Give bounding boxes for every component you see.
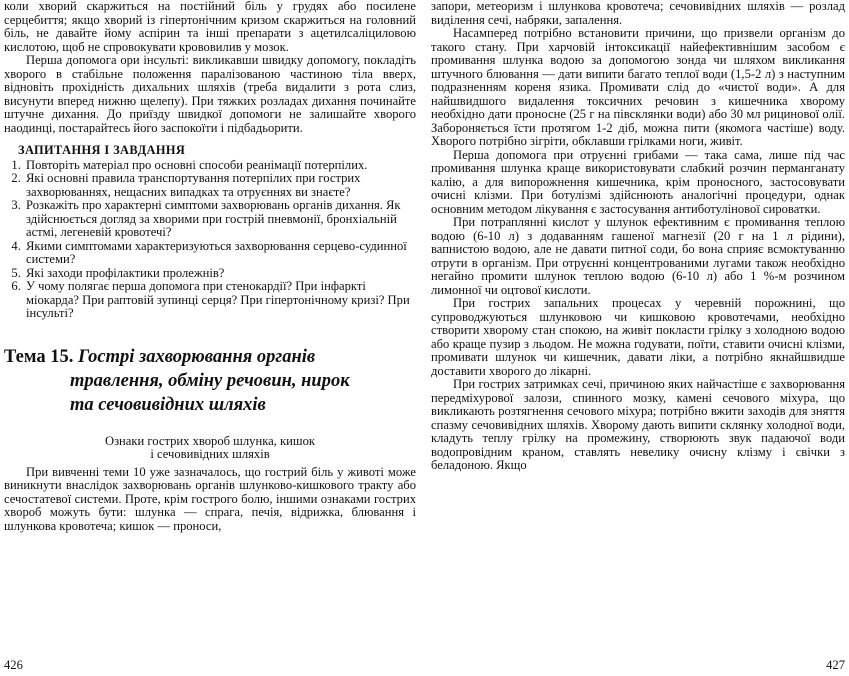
food-poisoning-paragraph: Насамперед потрібно встановити причини, що призвели організм до такого стану. При харчовій інтоксикації найефективнішим засобом є промивання шлунка водою за допомогою зонда чи шляхом викликання штучного блювання — дати випити багато теплої води (1,5-2 л) з наступним подразненням кореня язика. Промивати слід до «чистої води». А для найшвидшого видалення токсичних речовин з кишечника хворому необхідно дати проносне (25 г на півсклянки води) або 30 мл рицинової олії. Забороняється їсти протягом 1-2 діб, можна пити (якомога частіше) воду. Хворого потрібно зігріти, обклавши грілками ноги, живіт. <box>431 26 845 148</box>
page-number-right: 427 <box>826 657 845 672</box>
mushroom-poisoning-paragraph: Перша допомога при отруєнні грибами — така сама, лише під час промивання шлунка краще використовувати слабкий розчин перманганату калію, а для випорожнення кишечника, крім проносного, застосовувати очисні клізми. При ботулізмі здійснюють аналогічні процедури, однак основним методом лікування є застосування антиботулінової сироватки. <box>431 147 845 216</box>
acid-poisoning-paragraph: При потраплянні кислот у шлунок ефективним є промивання теплою водою (6-10 л) з додаванням гашеної магнезії (20 г на 1 л рідини), вапнистою водою, але не давати питної соди, бо вона сприяє всмоктуванню отрути в організм. При отруєнні концентрованими лугами також необхідно негайно промити шлунок теплою водою (6-10 л) або 1 %-м розчином лимонної чи оцтової кислоти. <box>431 215 845 297</box>
subheading-line-1: Ознаки гострих хвороб шлунка, кишок <box>104 433 315 448</box>
question-item: 2. Які основні правила транспортування потерпілих при гострих захворюваннях, нещасних випадках та отруєннях ви знаєте? <box>24 172 416 199</box>
question-item: 6. У чому полягає перша допомога при стенокардії? При інфаркті міокарда? При раптовій зупинці серця? При гіпертонічному кризі? При інсульті? <box>24 280 416 321</box>
subheading-line-2: і сечовивідних шляхів <box>150 447 270 461</box>
topic-title-line-3: та сечовивідних шляхів <box>70 394 266 415</box>
page-number-left: 426 <box>4 657 23 672</box>
abdominal-inflammation-paragraph: При гострих запальних процесах у черевній порожнині, що супроводжуються шлунковою чи кишковою кровотечами, необхідно створити хворому стан спокою, на живіт покласти грілку з холодною водою або краще пузир з льодом. Не можна годувати, поїти, ставити очисні клізми, промивати шлунок чи кишечник, давати ліки, а потрібно якнайшвидше доставити хворого до лікарні. <box>431 296 845 378</box>
question-item: 3. Розкажіть про характерні симптоми захворювань органів дихання. Як здійснюється догляд за хворими при гострій пневмонії, бронхіальній астмі, легеневій кровотечі? <box>24 199 416 240</box>
topic-title-line-2: травлення, обміну речовин, нирок <box>70 370 350 391</box>
questions-list <box>4 159 416 321</box>
left-paragraph-continued: коли хворий скаржиться на постійний біль у грудях або посилене серцебиття; якщо хворий із гіпертонічним кризом скаржиться на головний біль, не давайте йому аспірин та інші препарати з ацетилсаліциловою кислотою, щоб не спровокувати крововилив у мозок. <box>4 0 416 54</box>
left-page <box>4 0 416 676</box>
questions-heading: ЗАПИТАННЯ І ЗАВДАННЯ <box>18 143 186 157</box>
question-item: 4. Якими симптомами характеризуються захворювання серцево-судинної системи? <box>24 240 416 267</box>
right-paragraph-continued: запори, метеоризм і шлункова кровотеча; сечовивідних шляхів — розлад виділення сечі, набряки, запалення. <box>431 0 845 27</box>
topic-number: Тема 15. <box>4 346 74 367</box>
topic-title <box>4 345 416 417</box>
urine-retention-paragraph: При гострих затримках сечі, причиною яких найчастіше є захворювання передміхурової залози, спинного мозку, камені сечового міхура, що викликають розтягнення сечового міхура; потрібно вжити заходів для зняття спазму сечовивідних шляхів. Хворому дають випити склянку холодної води, кладуть теплу грілку на промежину, створюють звук падаючої води водопровідним краном, ставлять невелику очисну клізму і свічки з беладоною. Якщо <box>431 377 845 472</box>
question-item: 5. Які заходи профілактики пролежнів? <box>24 267 416 281</box>
stroke-first-aid-paragraph: Перша допомога ори інсульті: викликавши швидку допомогу, покладіть хворого в стабільне положення паралізованою частиною тіла вверх, відновіть прохідність дихальних шляхів (треба видалити з рота слиз, висунути вперед нижню щелепу). При тяжких розладах дихання починайте штучне дихання. До приїзду швидкої допомоги не залишайте хворого наодинці, постарайтесь його заспокоїти і підбадьорити. <box>4 53 416 135</box>
question-item: 1. Повторіть матеріал про основні способи реанімації потерпілих. <box>24 159 416 173</box>
section-subheading <box>4 435 416 462</box>
acute-disease-signs-paragraph: При вивченні теми 10 уже зазначалось, що гострий біль у животі може виникнути внаслідок захворювань органів шлунково-кишкового тракту або сечостатевої системи. Проте, крім гострого болю, іншими ознаками гострих хвороб можуть бути: шлунка — спрага, печія, відрижка, блювання і шлункова кровотеча; кишок — проноси, <box>4 464 416 533</box>
right-page <box>431 0 845 676</box>
topic-title-line-1: Гострі захворювання органів <box>77 346 316 367</box>
